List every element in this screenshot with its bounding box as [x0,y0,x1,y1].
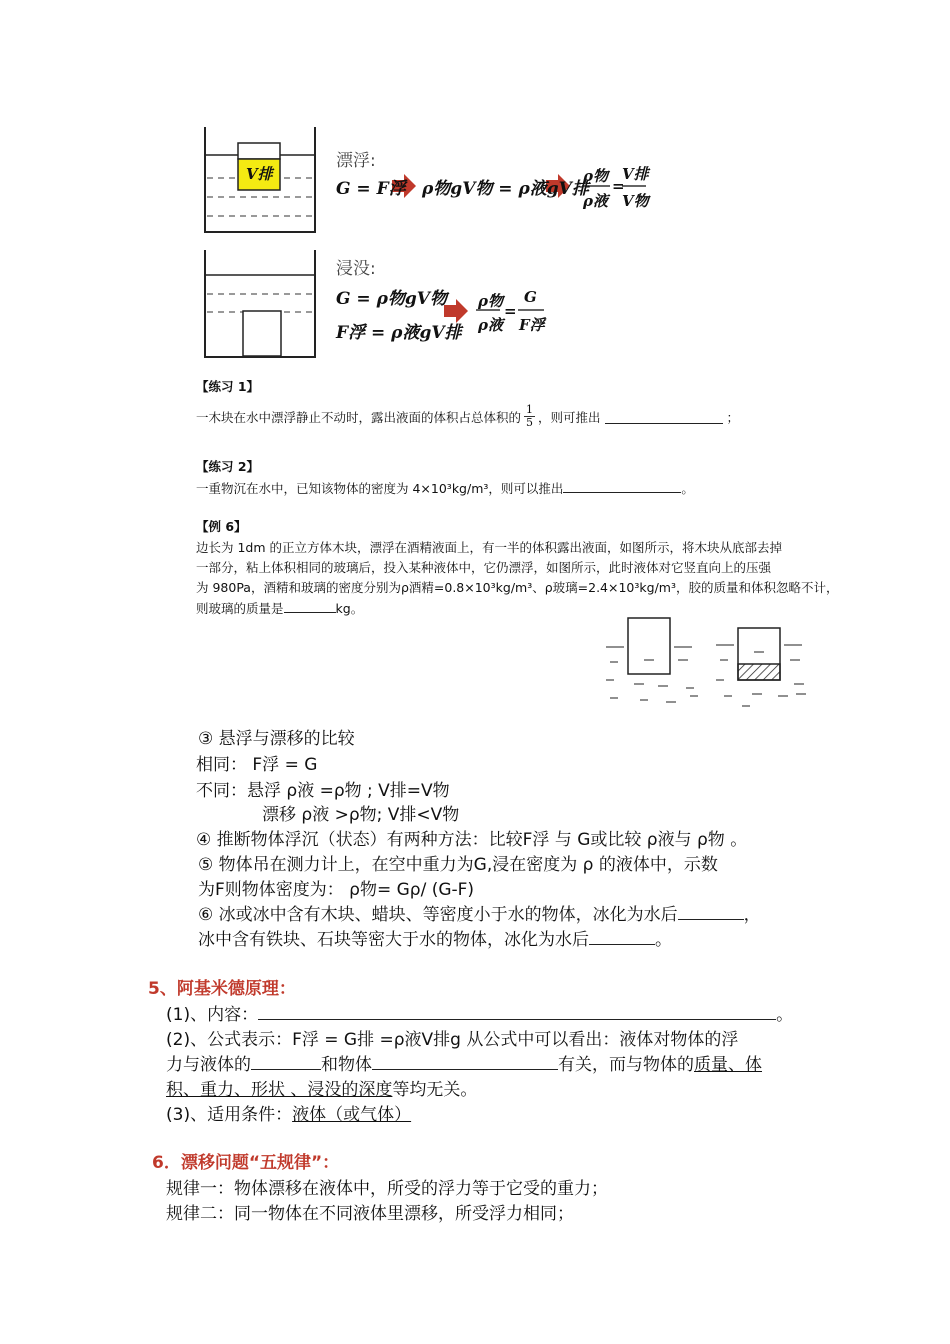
example6-line4-b: kg。 [335,601,364,616]
section5-formula-line2-d: 质量、体 [694,1055,762,1075]
section5-content-label: (1)、内容： [166,1005,259,1025]
section3-item5b: 为F则物体密度为： ρ物= Gρ/ (G-F) [198,880,475,900]
float-eq2: ρ物gV物 = ρ液gV排 [422,179,589,199]
section6-rule2: 规律二：同一物体在不同液体里漂移，所受浮力相同； [166,1204,574,1224]
sink-ratio-den2: F浮 [519,316,545,334]
item6a-answer-blank[interactable] [678,905,744,920]
section5-formula-line3 [166,1075,477,1100]
section3-item6a [198,900,761,925]
section5-content [166,1000,793,1025]
section5-formula-line2 [166,1050,762,1075]
v-displaced-label: V排 [246,165,273,183]
practice2-question: 一重物沉在水中，已知该物体的密度为 4×10³kg/m³，则可以推出 [196,481,564,496]
section3-item6b-text: 冰中含有铁块、石块等密大于水的物体，冰化为水后 [198,930,589,950]
fraction-denominator: 5 [526,416,534,429]
example6-line3: 为 980Pa，酒精和玻璃的密度分别为ρ酒精=0.8×10³kg/m³、ρ玻璃=2.4×10³kg/m³，胶的质量和体积忽略不计， [196,580,839,595]
section5-formula-line2-a: 力与液体的 [166,1055,251,1075]
sink-label: 浸没: [336,259,376,279]
section5-condition-label: (3)、适用条件： [166,1105,293,1125]
section3-diff2: 漂移 ρ液 >ρ物; V排<V物 [262,805,460,825]
float-label: 漂浮: [336,151,376,171]
section3-title: ③ 悬浮与漂移的比较 [198,729,355,749]
sink-ratio-num2: G [524,288,537,306]
practice1-text-b: ，则可推出 [538,409,601,425]
section5-formula-line3-b: 等均无关。 [392,1080,478,1100]
practice1-text-a: 一木块在水中漂浮静止不动时，露出液面的体积占总体积的 [196,409,522,425]
practice2-end: 。 [681,481,694,496]
section5-condition-value: 液体（或气体） [292,1105,412,1125]
section5-formula-line3-a: 积、重力、形状 、浸没的深度 [166,1080,393,1100]
float-eq3-num2: V排 [622,165,649,183]
sink-ratio-den: ρ液 [478,316,503,334]
example6-title: 【例 6】 [196,519,247,534]
fraction-numerator: 1 [526,403,534,416]
sink-ratio-num: ρ物 [478,292,503,310]
section3-item4: ④ 推断物体浮沉（状态）有两种方法：比较F浮 与 G或比较 ρ液与 ρ物 。 [196,830,748,850]
float-eq1: G = F浮 [336,179,406,199]
practice1-title: 【练习 1】 [196,379,260,394]
section5-formula-line2-b: 和物体 [321,1055,372,1075]
section5-content-end: 。 [776,1005,794,1025]
float-eq3-den2: V物 [622,192,649,210]
section3-item6a-text: ⑥ 冰或冰中含有木块、蜡块、等密度小于水的物体，冰化为水后 [198,905,678,925]
section5-condition [166,1100,411,1125]
sink-eq2: F浮 = ρ液gV排 [336,323,462,343]
section3-item6b [198,925,672,950]
section3-item6b-end: 。 [655,930,672,950]
float-eq3-equals: = [612,177,625,195]
example6-line1: 边长为 1dm 的正立方体木块，漂浮在酒精液面上，有一半的体积露出液面，如图所示，将木块从底部去掉 [196,540,783,555]
section3-diff1: 不同：悬浮 ρ液 =ρ物 ; V排=V物 [196,781,450,801]
example6-line2: 一部分，粘上体积相同的玻璃后，投入某种液体中，它仍漂浮，如图所示，此时液体对它竖直向上的压强 [196,560,772,575]
liquid-property-blank[interactable] [251,1055,321,1070]
sink-eq1: G = ρ物gV物 [336,289,447,309]
item6b-answer-blank[interactable] [589,930,655,945]
object-property-blank[interactable] [372,1055,558,1070]
section5-title: 5、阿基米德原理： [148,979,296,999]
float-eq3-den: ρ液 [583,192,608,210]
section5-formula-line2-c: 有关，而与物体的 [558,1055,694,1075]
example6-line4-a: 则玻璃的质量是 [196,601,284,616]
sink-ratio-equals: = [504,302,517,320]
section6-rule1: 规律一：物体漂移在液体中，所受的浮力等于它受的重力； [166,1179,608,1199]
section3-item6a-end: ， [743,905,761,925]
practice2-title: 【练习 2】 [196,459,260,474]
section6-title: 6．漂移问题“五规律”： [152,1153,340,1173]
content-answer-blank[interactable] [258,1005,776,1020]
practice1-text-c: ； [726,409,740,425]
section5-formula-line1: (2)、公式表示：F浮 = G排 =ρ液V排g 从公式中可以看出：液体对物体的浮 [166,1030,739,1050]
section3-item5a: ⑤ 物体吊在测力计上，在空中重力为G,浸在密度为 ρ 的液体中，示数 [198,855,718,875]
float-eq3-num: ρ物 [583,167,608,185]
section3-same: 相同： F浮 = G [196,755,318,775]
